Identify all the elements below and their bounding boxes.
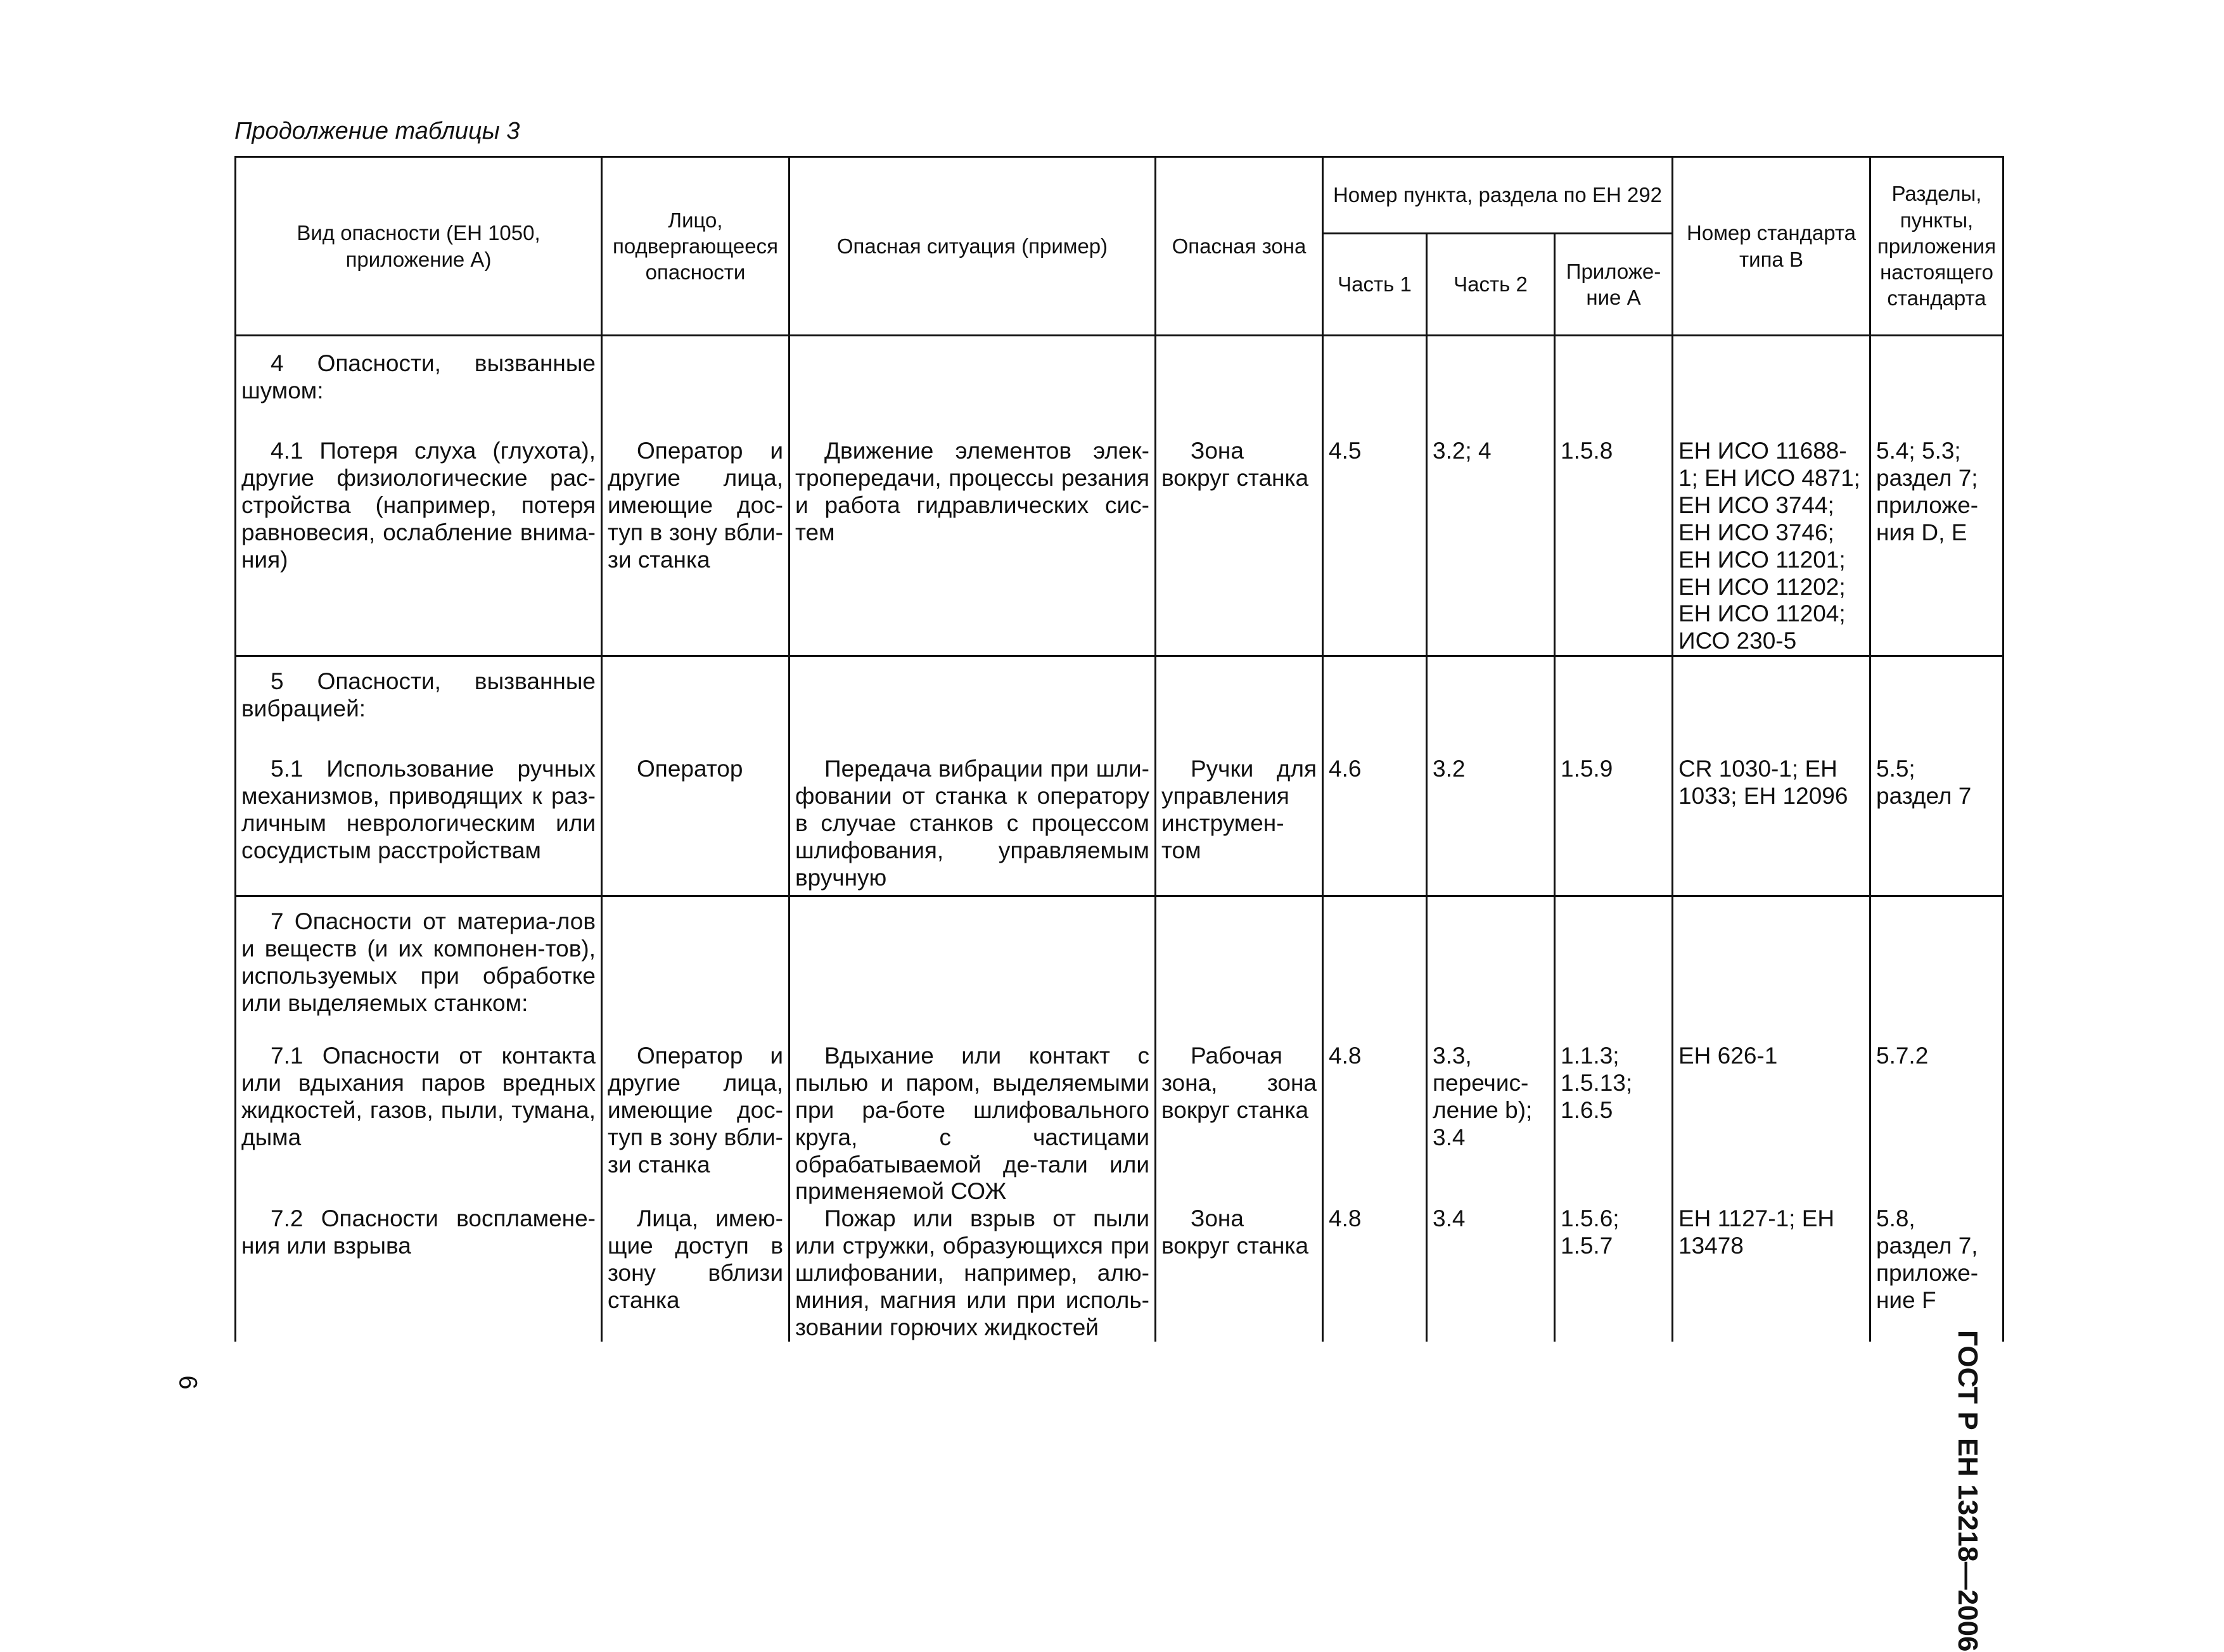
hazard-cell: 7.1 Опасности от контакта или вдыхания паров вредных жидкостей, газов, пыли, тумана, дыма bbox=[236, 1043, 602, 1205]
table-row bbox=[236, 1043, 2004, 1205]
reference-cell: 5.4; 5.3; раздел 7; приложе-ния D, Е bbox=[1870, 438, 2004, 656]
annex-cell: 1.5.9 bbox=[1555, 756, 1673, 896]
header-en292-group: Номер пункта, раздела по ЕН 292 bbox=[1323, 157, 1673, 234]
zone-cell: Рабочая зона, зона вокруг станка bbox=[1156, 1043, 1323, 1205]
reference-cell: 5.7.2 bbox=[1870, 1043, 2004, 1205]
person-cell: Оператор и другие лица, имеющие дос-туп в зону вбли-зи станка bbox=[602, 438, 789, 656]
section-title: 4 Опасности, вызванные шумом: bbox=[236, 339, 602, 438]
part1-cell: 4.5 bbox=[1323, 438, 1427, 656]
part2-cell: 3.4 bbox=[1427, 1205, 1555, 1342]
section-title-row bbox=[236, 896, 2004, 1043]
header-zone: Опасная зона bbox=[1156, 157, 1323, 336]
situation-cell: Пожар или взрыв от пыли или стружки, образующихся при шлифовании, например, алю-миния, магния или при исполь-зовании горючих жидкостей bbox=[789, 1205, 1156, 1342]
annex-cell: 1.5.6; 1.5.7 bbox=[1555, 1205, 1673, 1342]
section-title: 7 Опасности от материа-лов и веществ (и их компонен-тов), используемых при обработке или выделяемых станком: bbox=[236, 896, 602, 1043]
hazard-table bbox=[234, 156, 2004, 1342]
table-row bbox=[236, 438, 2004, 656]
header-type-b-standard: Номер стандарта типа В bbox=[1673, 157, 1870, 336]
zone-cell: Зона вокруг станка bbox=[1156, 438, 1323, 656]
table-caption: Продолжение таблицы 3 bbox=[234, 118, 520, 144]
part2-cell: 3.2 bbox=[1427, 756, 1555, 896]
section-title-row bbox=[236, 339, 2004, 438]
standard-cell: CR 1030-1; ЕН 1033; ЕН 12096 bbox=[1673, 756, 1870, 896]
header-part2: Часть 2 bbox=[1427, 234, 1555, 336]
zone-cell: Зона вокруг станка bbox=[1156, 1205, 1323, 1342]
reference-cell: 5.8, раздел 7, приложе-ние F bbox=[1870, 1205, 2004, 1342]
situation-cell: Передача вибрации при шли-фовании от станка к оператору в случае станков с процессом шлифования, управляемым вручную bbox=[789, 756, 1156, 896]
header-part1: Часть 1 bbox=[1323, 234, 1427, 336]
section-title-row bbox=[236, 656, 2004, 756]
person-cell: Оператор и другие лица, имеющие дос-туп в зону вбли-зи станка bbox=[602, 1043, 789, 1205]
hazard-cell: 5.1 Использование ручных механизмов, приводящих к раз-личным неврологическим или сосудистым расстройствам bbox=[236, 756, 602, 896]
header-hazard-type: Вид опасности (ЕН 1050, приложение А) bbox=[236, 157, 602, 336]
page-number: 6 bbox=[174, 1375, 202, 1390]
situation-cell: Движение элементов элек-тропередачи, процессы резания и работа гидравлических сис-тем bbox=[789, 438, 1156, 656]
table-row bbox=[236, 1205, 2004, 1342]
table-row bbox=[236, 756, 2004, 896]
part2-cell: 3.2; 4 bbox=[1427, 438, 1555, 656]
document-code: ГОСТ Р ЕН 13218—2006 bbox=[1952, 1330, 1983, 1652]
header-situation: Опасная ситуация (пример) bbox=[789, 157, 1156, 336]
header-sections: Разделы, пункты, приложения настоящего стандарта bbox=[1870, 157, 2004, 336]
zone-cell: Ручки для управления инструмен-том bbox=[1156, 756, 1323, 896]
standard-cell: ЕН 626-1 bbox=[1673, 1043, 1870, 1205]
annex-cell: 1.5.8 bbox=[1555, 438, 1673, 656]
reference-cell: 5.5; раздел 7 bbox=[1870, 756, 2004, 896]
part2-cell: 3.3, перечис-ление b); 3.4 bbox=[1427, 1043, 1555, 1205]
person-cell: Оператор bbox=[602, 756, 789, 896]
annex-cell: 1.1.3; 1.5.13; 1.6.5 bbox=[1555, 1043, 1673, 1205]
part1-cell: 4.8 bbox=[1323, 1205, 1427, 1342]
person-cell: Лица, имею-щие доступ в зону вблизи станка bbox=[602, 1205, 789, 1342]
standard-cell: ЕН ИСО 11688-1; ЕН ИСО 4871; ЕН ИСО 3744; ЕН ИСО 3746; ЕН ИСО 11201; ЕН ИСО 11202; ЕН ИСО 11204; ИСО 230-5 bbox=[1673, 438, 1870, 656]
standard-cell: ЕН 1127-1; ЕН 13478 bbox=[1673, 1205, 1870, 1342]
hazard-cell: 4.1 Потеря слуха (глухота), другие физиологические рас-стройства (например, потеря равновесия, ослабление внима-ния) bbox=[236, 438, 602, 656]
part1-cell: 4.8 bbox=[1323, 1043, 1427, 1205]
header-person: Лицо, подвергающееся опасности bbox=[602, 157, 789, 336]
header-annex: Приложе-ние А bbox=[1555, 234, 1673, 336]
section-title: 5 Опасности, вызванные вибрацией: bbox=[236, 656, 602, 756]
situation-cell: Вдыхание или контакт с пылью и паром, выделяемыми при ра-боте шлифовального круга, с частицами обрабатываемой де-тали или применяемой СОЖ bbox=[789, 1043, 1156, 1205]
part1-cell: 4.6 bbox=[1323, 756, 1427, 896]
hazard-cell: 7.2 Опасности воспламене-ния или взрыва bbox=[236, 1205, 602, 1342]
